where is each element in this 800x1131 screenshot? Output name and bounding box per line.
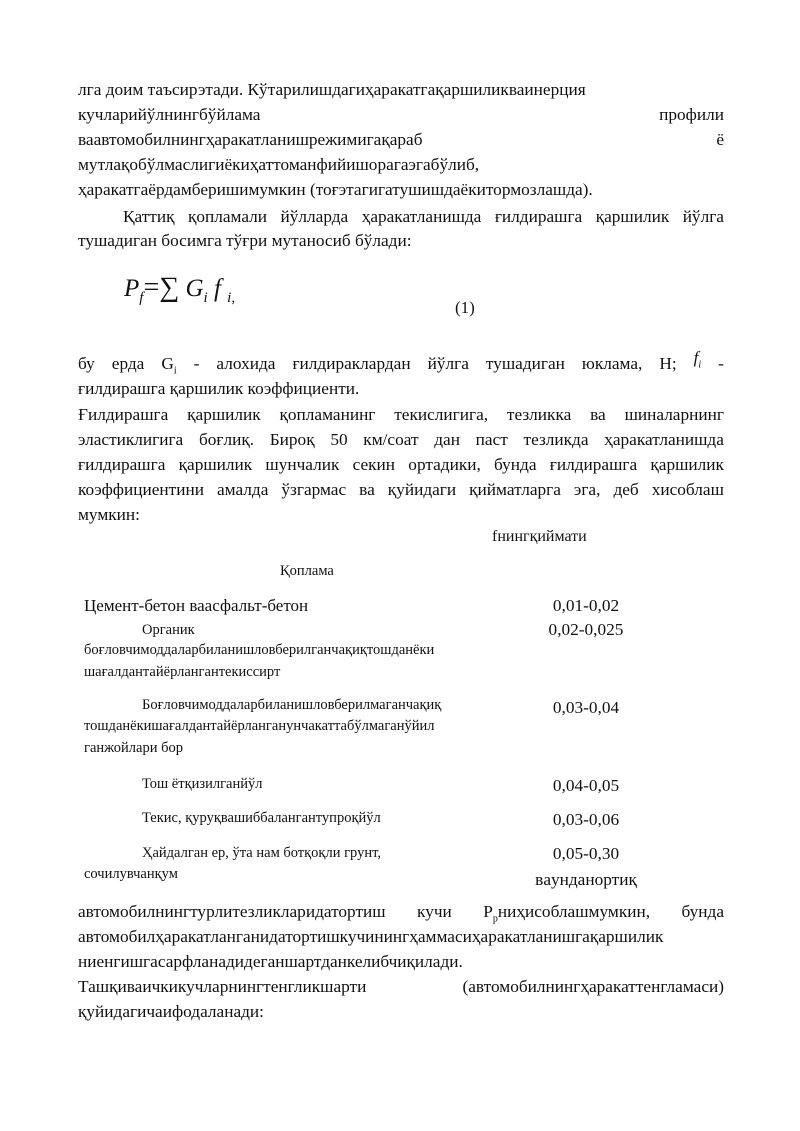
word: - — [193, 354, 200, 373]
word: хисоблаш — [651, 480, 724, 499]
symbol-fi — [694, 346, 702, 377]
table-trailing-value: вaунданортиқ — [535, 870, 637, 889]
word: қуйидаги — [387, 480, 457, 499]
word: ғилдираклардан — [292, 354, 411, 373]
text-line — [78, 453, 724, 477]
text-fragment: ё — [716, 130, 724, 149]
word: эластиклигига — [78, 430, 184, 449]
formula-symbol: f — [213, 275, 221, 302]
formula-subscript: i — [203, 290, 208, 306]
word: йўлга — [427, 354, 469, 373]
word: ерда — [111, 354, 145, 373]
word: тезликка — [506, 405, 572, 424]
word: секин — [352, 455, 396, 474]
text-fragment: кучларийўлнингбўйлама — [78, 105, 261, 124]
word: бунда — [494, 455, 537, 474]
word: қаршилик — [595, 207, 670, 226]
word: ниҳисоблашмумкин, — [497, 902, 651, 921]
word: ғилдирашга — [549, 455, 638, 474]
word: йўлга — [682, 207, 724, 226]
word: ғилдирашга — [78, 455, 166, 474]
word: ортадики, — [408, 455, 481, 474]
text-fragment: профили — [659, 105, 724, 124]
word: шиналарнинг — [624, 405, 724, 424]
text-line — [78, 128, 724, 152]
table-row-value: 0,04-0,05 — [552, 776, 620, 795]
word: ҳаракатланишда — [604, 430, 724, 449]
word: ва — [590, 405, 606, 424]
table-row-surface: Цемент-бетон ваасфальт-бетон — [84, 596, 309, 615]
formula-1 — [124, 272, 235, 307]
word: дан — [434, 430, 460, 449]
table-header-surface: Қоплама — [280, 563, 334, 579]
word: қопламанинг — [279, 405, 376, 424]
word: Н; — [659, 354, 677, 373]
word: қопламали — [187, 207, 268, 226]
word: қийматларга — [469, 480, 561, 499]
table-row-surface: сочилувчанқум — [84, 866, 178, 882]
word: бунда — [681, 902, 724, 921]
table-row-surface: боғловчимоддаларбиланишловберилганчақиқтошданёки — [84, 642, 435, 658]
word: боғлиқ. — [198, 430, 255, 449]
word: коэффициентини — [78, 480, 204, 499]
word: қаршилик — [650, 455, 724, 474]
text-line: автомобилҳаракатланганидатортишкучинингҳаммасиҳаракатланишгақаршилик — [78, 927, 664, 946]
symbol-g: G — [161, 354, 174, 373]
text-line: ҳаракатгаёрдамберишимумкин (тоғэтагигатушишдаёкитормозлашда). — [78, 180, 593, 199]
subscript: i — [173, 365, 177, 377]
table-row-surface: Текис, қуруқвашиббалангантупроқйўл — [142, 810, 381, 826]
table-row-surface: Тош ётқизилганйўл — [142, 776, 263, 792]
text-line: ғилдирашга қаршилик коэффициенти. — [78, 379, 360, 398]
word: бу — [78, 354, 95, 373]
word: 50 — [330, 430, 348, 449]
word: тезликда — [523, 430, 589, 449]
word: Ғилдирашга — [78, 405, 169, 424]
table-row-surface: шағалдантайёрлангантекиссирт — [84, 664, 281, 680]
table-row-surface: Ҳайдалган ер, ўта нам ботқоқли грунт, — [142, 845, 381, 861]
text-line — [78, 975, 724, 999]
text-line: мутлақобўлмаслигиёкиҳаттоманфийишорагаэгабўлиб, — [78, 155, 480, 174]
word: кучи — [417, 902, 452, 921]
word: йўлларда — [280, 207, 349, 226]
text-line: қуйидагичаифодаланади: — [78, 1002, 264, 1021]
table-row-surface: Боғловчимоддаларбиланишловберилмаганчақиқ — [142, 697, 442, 713]
text-line — [78, 478, 724, 502]
table-row-value: 0,05-0,30 — [552, 844, 620, 863]
word: амалда — [216, 480, 269, 499]
equals-sign: = — [143, 272, 160, 303]
word: эга, — [573, 480, 601, 499]
symbol-p: P — [483, 902, 493, 921]
word: алохида — [216, 354, 276, 373]
word: Қаттиқ — [123, 207, 175, 226]
word: деб — [613, 480, 639, 499]
text-fragment: ваавтомобилнингҳаракатланишрежимигақараб — [78, 130, 423, 149]
word: ўзгармас — [281, 480, 347, 499]
text-line — [123, 205, 724, 229]
table-row-value: 0,03-0,04 — [552, 698, 620, 717]
formula-symbol: G — [185, 275, 204, 302]
text-fragment: Ташқиваичкикучларнингтенгликшарти — [78, 977, 367, 996]
table-header-value: fнингқиймати — [492, 528, 587, 545]
subscript: р — [492, 913, 498, 925]
word: текислигига, — [394, 405, 489, 424]
word: автомобилнингтурлитезликларидатортиш — [78, 902, 386, 921]
word: қаршилик — [178, 455, 253, 474]
formula-subscript: i — [227, 290, 232, 306]
text-line: лга доим таъсирэтади. Кўтарилишдагиҳаракатгақаршиликваинерция — [78, 80, 586, 99]
subscript: i — [698, 359, 702, 371]
word: ҳаракатланишда — [361, 207, 482, 226]
text-line — [78, 428, 724, 452]
table-row-surface: тошданёкишағалдантайёрланганунчакаттабўлмаганўйил — [84, 718, 435, 734]
table-row-surface: ганжойлари бор — [84, 740, 183, 756]
formula-comma: , — [231, 290, 236, 306]
word: ва — [359, 480, 375, 499]
table-row-value: 0,02-0,025 — [548, 620, 624, 639]
text-line: тушадиган босимга тўғри мутаносиб бўлади: — [78, 231, 412, 250]
word: юклама, — [581, 354, 643, 373]
word: тушадиган — [485, 354, 565, 373]
sum-sign: ∑ — [159, 272, 180, 303]
word: км/соат — [363, 430, 419, 449]
table-row-value: 0,01-0,02 — [552, 596, 620, 615]
word: қаршилик — [187, 405, 261, 424]
text-fragment: (автомобилнингҳаракаттенгламаси) — [462, 977, 724, 996]
formula-symbol: P — [124, 275, 140, 302]
text-line: ниенгишгасарфланадидеганшартданкелибчиқилади. — [78, 952, 463, 971]
table-row-value: 0,03-0,06 — [552, 810, 620, 829]
table-row-surface: Органик — [142, 622, 195, 638]
symbol-f: f — [693, 348, 699, 367]
text-line — [78, 103, 724, 127]
word: Бироқ — [269, 430, 315, 449]
word: - — [718, 354, 724, 373]
formula-subscript: f — [139, 290, 144, 306]
text-line — [78, 403, 724, 427]
text-line: мумкин: — [78, 505, 140, 524]
equation-number: (1) — [455, 298, 475, 317]
word: шунчалик — [265, 455, 340, 474]
word: паст — [475, 430, 508, 449]
word: ғилдирашга — [494, 207, 583, 226]
